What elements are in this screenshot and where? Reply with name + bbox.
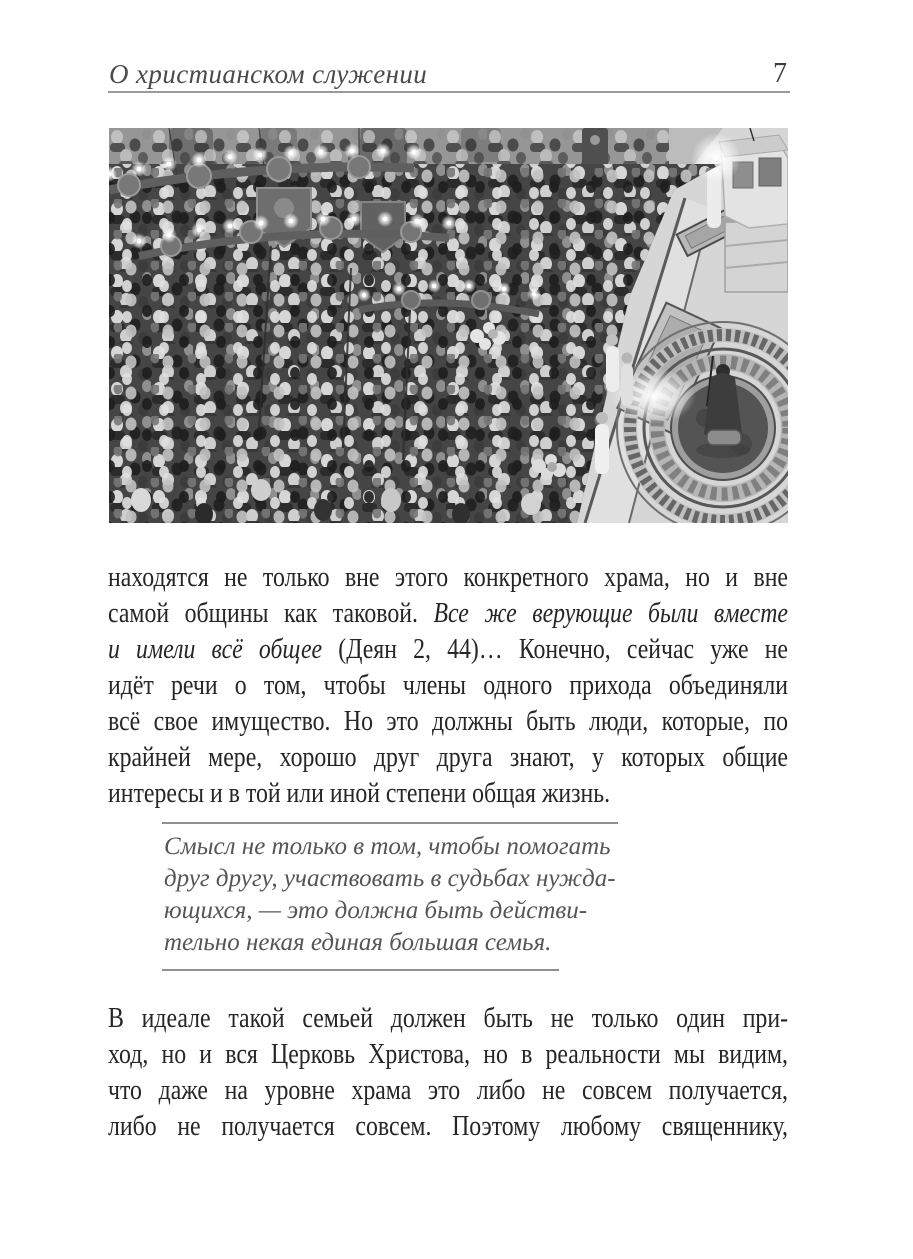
text-line: ход, но и вся Церковь Христова, но в реальности мы видим, bbox=[108, 1039, 788, 1070]
quote-rule-bottom bbox=[162, 969, 559, 971]
header-rule bbox=[108, 91, 790, 93]
pull-quote bbox=[162, 822, 634, 971]
text-line: ющихся, — это должна быть действи- bbox=[164, 897, 588, 924]
pull-quote-text bbox=[162, 824, 634, 969]
text-line: и имели всё общее (Деян 2, 44)… Конечно, сейчас уже не bbox=[108, 634, 788, 665]
body-paragraph-2 bbox=[108, 1001, 788, 1145]
text-line: интересы и в той или иной степени общая жизнь. bbox=[108, 778, 611, 809]
text-line: самой общины как таковой. Все же верующие были вместе bbox=[108, 598, 788, 629]
text-line: либо не получается совсем. Поэтому любому священнику, bbox=[108, 1111, 788, 1142]
text-line: крайней мере, хорошо друг друга знают, у которых общие bbox=[108, 742, 788, 773]
text-line: что даже на уровне храма это либо не совсем получается, bbox=[108, 1075, 788, 1106]
church-photo-illustration bbox=[109, 128, 788, 523]
text-line: идёт речи о том, чтобы члены одного прихода объединяли bbox=[108, 670, 788, 701]
text-line: друг другу, участвовать в судьбах нужда- bbox=[164, 865, 616, 892]
text-line: тельно некая единая большая семья. bbox=[164, 929, 552, 956]
text-line: находятся не только вне этого конкретного храма, но и вне bbox=[108, 562, 788, 593]
text-line: Смысл не только в том, чтобы помогать bbox=[164, 833, 611, 860]
text-line: В идеале такой семьей должен быть не только один при- bbox=[108, 1003, 788, 1034]
body-paragraph-1 bbox=[108, 560, 788, 812]
running-header bbox=[108, 58, 790, 94]
church-service-photo bbox=[109, 128, 788, 523]
running-header-title: О христианском служении bbox=[109, 59, 428, 89]
text-line: всё свое имущество. Но это должны быть люди, которые, по bbox=[108, 706, 788, 737]
page-number: 7 bbox=[773, 58, 787, 89]
